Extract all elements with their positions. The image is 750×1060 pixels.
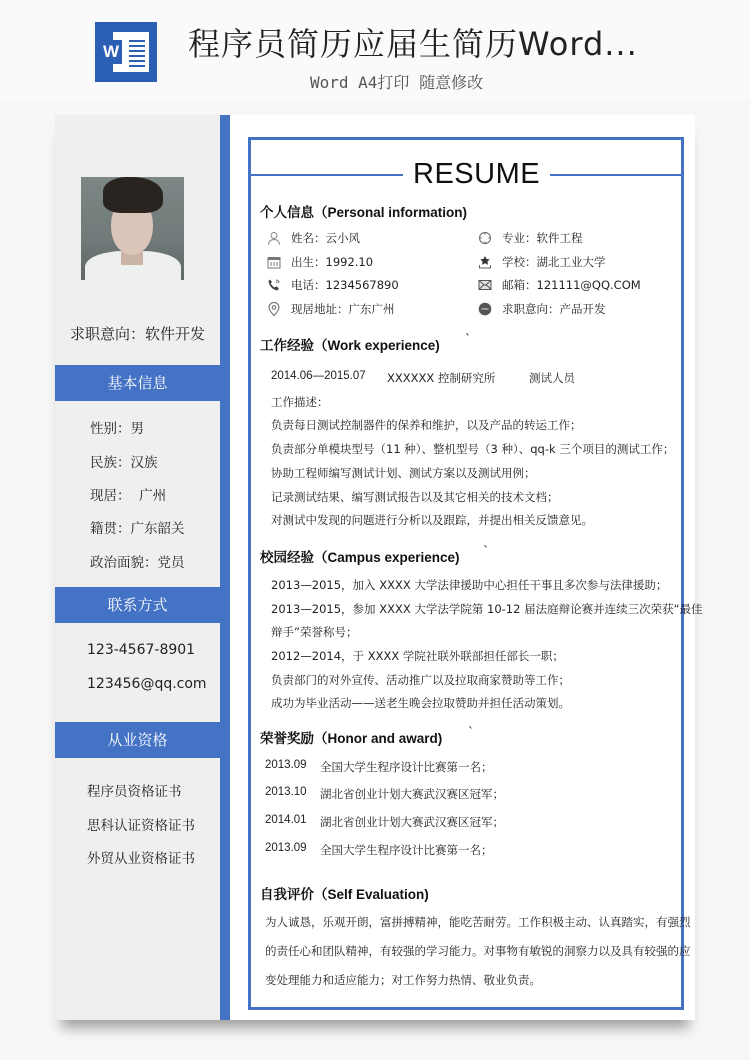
info-objective: 求职意向：产品开发 [478,301,606,317]
section-qualifications-heading: 从业资格 [55,722,220,758]
work-line: 记录测试结果、编写测试报告以及其它相关的技术文档； [271,490,559,504]
profile-photo [81,177,184,280]
document-title: 程序员简历应届生简历Word... [188,25,638,63]
qualification-item: 程序员资格证书 [87,784,182,800]
section-contact-heading: 联系方式 [55,587,220,623]
info-major: 专业：软件工程 [478,230,583,246]
work-line: 负责每日测试控制器件的保养和维护，以及产品的转运工作； [271,418,582,432]
award-text: 全国大学生程序设计比赛第一名； [320,843,493,857]
document-subtitle: Word A4打印 随意修改 [310,73,484,92]
campus-line: 2012—2014，于 XXXX 学院社联外联部担任部长一职； [271,649,564,663]
campus-line: 2013—2015，参加 XXXX 大学法学院第 10-12 届法庭辩论赛并连续三次荣获“最佳 [271,602,703,616]
info-school: 学校：湖北工业大学 [478,254,606,270]
basic-info-ethnicity: 民族：汉族 [90,455,158,471]
section-personal-title: 个人信息（Personal information) [260,205,468,220]
work-role: 测试人员 [529,371,575,385]
badge-icon [478,302,492,316]
contact-email: 123456@qq.com [87,676,207,692]
info-address: 现居地址：广东广州 [267,301,395,317]
section-campus-title: 校园经验（Campus experience) [260,550,460,565]
campus-line: 辩手”荣誉称号； [271,625,358,639]
resume-title: RESUME [403,156,550,192]
location-pin-icon [267,302,281,316]
resume-page [55,115,703,1020]
stray-mark: ` [483,544,489,558]
calendar-icon [267,255,281,269]
work-line: 协助工程师编写测试计划、测试方案以及测试用例； [271,466,536,480]
compass-icon [478,231,492,245]
info-birth: 出生：1992.10 [267,254,373,270]
stray-mark: ` [468,725,474,739]
section-honor-title: 荣誉奖励（Honor and award) [260,731,443,746]
self-eval-line: 为人诚恳，乐观开朗，富拼搏精神，能吃苦耐劳。工作积极主动、认真踏实，有强烈 [265,915,691,929]
work-line: 负责部分单模块型号（11 种）、整机型号（3 种）、qq-k 三个项目的测试工作； [271,442,675,456]
person-icon [267,231,281,245]
mail-icon [478,278,492,292]
sidebar [55,115,220,1020]
basic-info-political: 政治面貌：党员 [90,555,185,571]
self-eval-line: 的责任心和团队精神，有较强的学习能力。对事物有敏锐的洞察力以及具有较强的应 [265,944,691,958]
phone-icon [267,278,281,292]
contact-phone: 123-4567-8901 [87,642,196,658]
award-text: 全国大学生程序设计比赛第一名； [320,760,493,774]
campus-line: 2013—2015，加入 XXXX 大学法律援助中心担任干事且多次参与法律援助； [271,578,668,592]
work-period: 2014.06—2015.07 [271,370,366,382]
section-work-title: 工作经验（Work experience) [260,338,440,353]
section-basic-info-heading: 基本信息 [55,365,220,401]
basic-info-gender: 性别：男 [90,421,144,437]
campus-line: 成功为毕业活动——送老生晚会拉取赞助并担任活动策划。 [271,696,570,710]
job-objective: 求职意向：软件开发 [69,325,205,343]
campus-line: 负责部门的对外宣传、活动推广以及拉取商家赞助等工作； [271,673,570,687]
award-date: 2013.09 [265,759,307,771]
qualification-item: 外贸从业资格证书 [87,851,195,867]
qualification-item: 思科认证资格证书 [87,818,195,834]
info-name: 姓名：云小风 [267,230,360,246]
star-trophy-icon [478,255,492,269]
award-text: 湖北省创业计划大赛武汉赛区冠军； [320,815,504,829]
sidebar-accent-bar [220,115,230,1020]
word-icon: W [95,22,157,82]
award-date: 2014.01 [265,814,307,826]
self-eval-line: 变处理能力和适应能力；对工作努力热情、敬业负责。 [265,973,541,987]
section-self-eval-title: 自我评价（Self Evaluation) [260,887,429,902]
basic-info-hometown: 籍贯：广东韶关 [90,521,185,537]
work-desc-label: 工作描述： [271,395,329,409]
info-email: 邮箱：121111@QQ.COM [478,277,641,293]
award-date: 2013.09 [265,842,307,854]
award-text: 湖北省创业计划大赛武汉赛区冠军； [320,787,504,801]
info-phone: 电话：1234567890 [267,277,399,293]
work-line: 对测试中发现的问题进行分析以及跟踪，并提出相关反馈意见。 [271,513,593,527]
basic-info-residence: 现居： 广州 [90,488,167,504]
preview-banner [0,0,750,100]
stray-mark: ` [465,332,471,346]
work-company: XXXXXX 控制研究所 [387,371,496,385]
award-date: 2013.10 [265,786,307,798]
